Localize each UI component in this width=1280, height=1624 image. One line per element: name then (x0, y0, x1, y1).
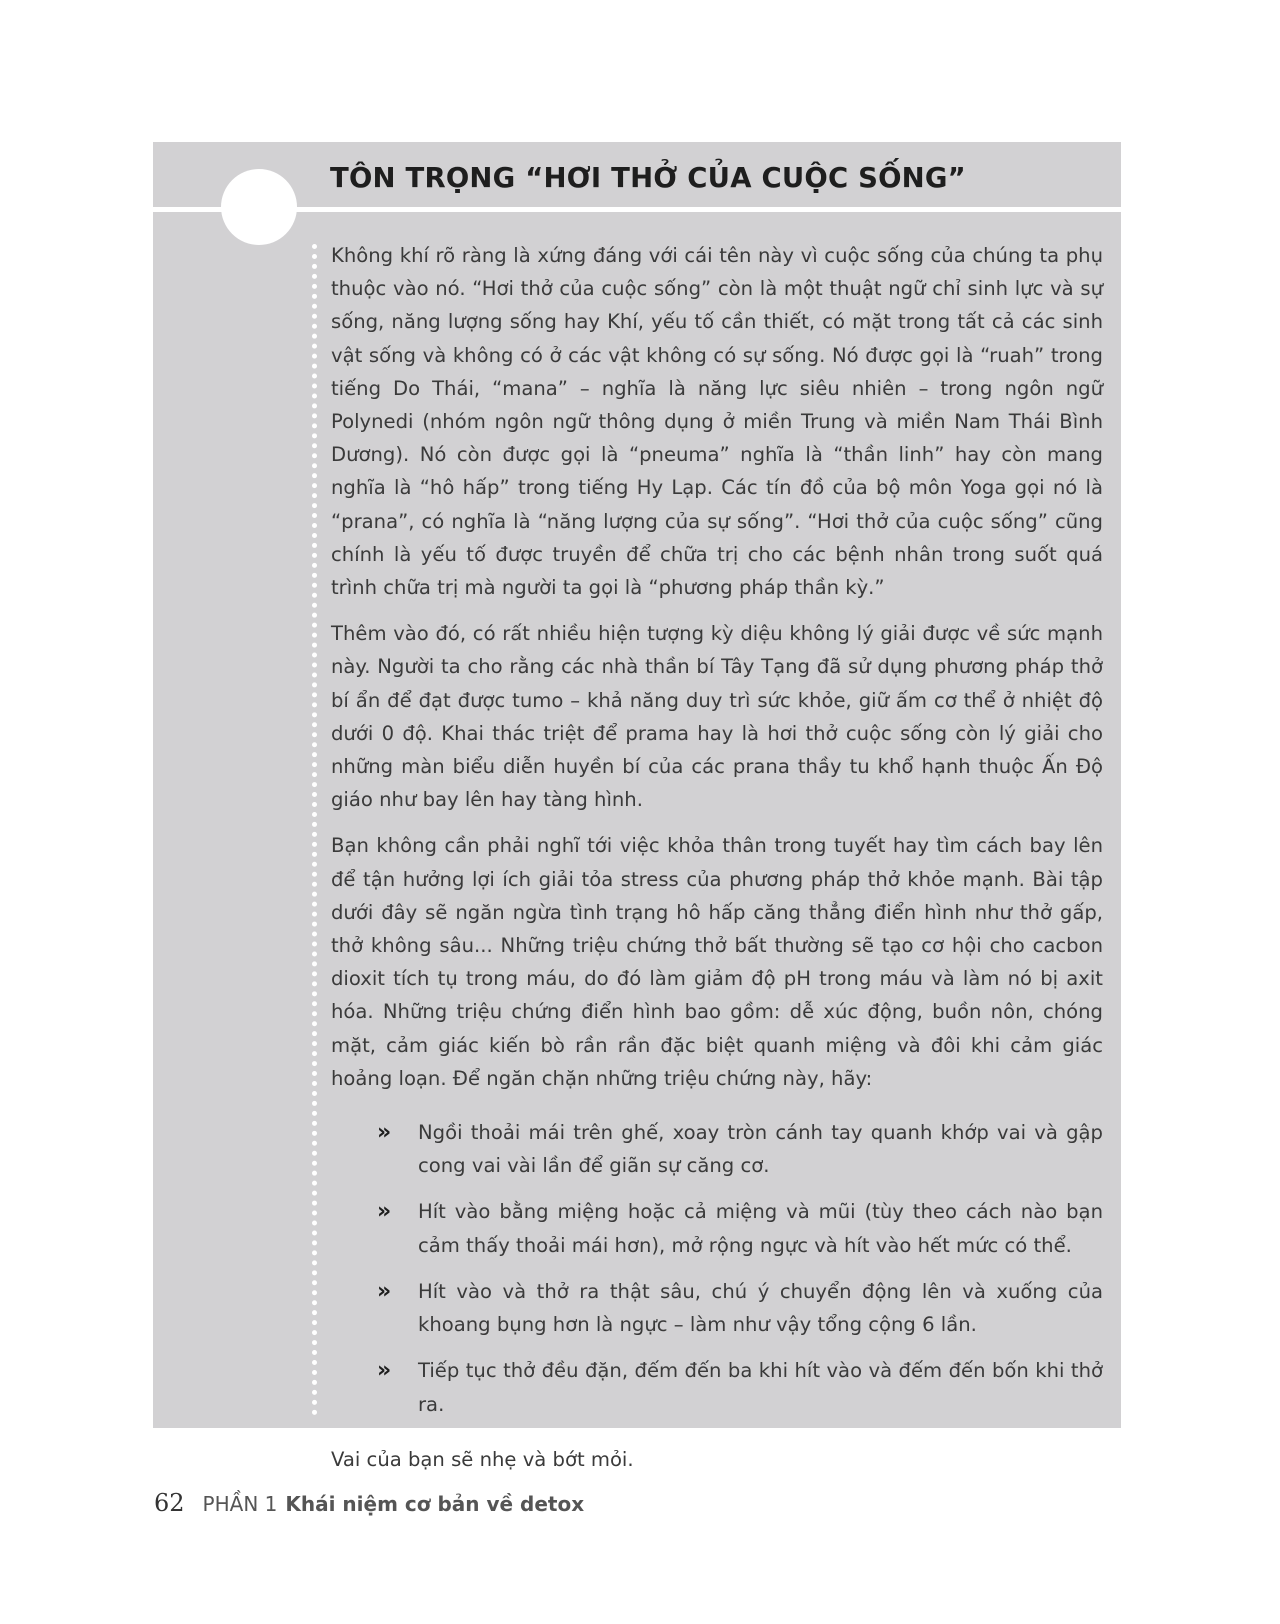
page-footer (154, 1489, 584, 1523)
list-item (331, 1275, 1103, 1341)
bullet-text: Hít vào bằng miệng hoặc cả miệng và mũi (tùy theo cách nào bạn cảm thấy thoải mái hơn), mở rộng ngực và hít vào hết mức có thể. (418, 1200, 1103, 1257)
double-chevron-right-icon: » (377, 1120, 389, 1146)
page-number: 62 (154, 1489, 185, 1517)
sidebar-content (331, 239, 1103, 1489)
paragraph-1: Không khí rõ ràng là xứng đáng với cái tên này vì cuộc sống của chúng ta phụ thuộc vào nó. “Hơi thở của cuộc sống” còn là một thuật ngữ chỉ sinh lực và sự sống, năng lượng sống hay Khí, yếu tố cần thiết, có mặt trong tất cả các sinh vật sống và không có ở các vật không có sự sống. Nó được gọi là “ruah” trong tiếng Do Thái, “mana” – nghĩa là năng lực siêu nhiên – trong ngôn ngữ Polynedi (nhóm ngôn ngữ thông dụng ở miền Trung và miền Nam Thái Bình Dương). Nó còn được gọi là “pneuma” nghĩa là “thần linh” hay còn mang nghĩa là “hô hấp” trong tiếng Hy Lạp. Các tín đồ của bộ môn Yoga gọi nó là “prana”, có nghĩa là “năng lượng của sự sống”. “Hơi thở của cuộc sống” cũng chính là yếu tố được truyền để chữa trị cho các bệnh nhân trong suốt quá trình chữa trị mà người ta gọi là “phương pháp thần kỳ.” (331, 244, 1103, 600)
double-chevron-right-icon: » (377, 1278, 389, 1304)
closing-paragraph: Vai của bạn sẽ nhẹ và bớt mỏi. (331, 1447, 634, 1471)
double-chevron-right-icon: » (377, 1199, 389, 1225)
list-item (331, 1195, 1103, 1261)
chapter-title: Khái niệm cơ bản về detox (285, 1492, 585, 1516)
bullet-list (331, 1116, 1103, 1421)
bullet-text: Hít vào và thở ra thật sâu, chú ý chuyển động lên và xuống của khoang bụng hơn là ngực – làm như vậy tổng cộng 6 lần. (418, 1279, 1103, 1337)
part-label: PHẦN 1 (202, 1492, 278, 1516)
list-item (331, 1354, 1103, 1420)
dotted-divider (312, 244, 317, 1416)
decorative-circle (221, 169, 297, 245)
sidebar-title: TÔN TRỌNG “HƠI THỞ CỦA CUỘC SỐNG” (330, 162, 966, 194)
double-chevron-right-icon: » (377, 1358, 389, 1384)
paragraph-3: Bạn không cần phải nghĩ tới việc khỏa thân trong tuyết hay tìm cách bay lên để tận hưởng lợi ích giải tỏa stress của phương pháp thở khỏe mạnh. Bài tập dưới đây sẽ ngăn ngừa tình trạng hô hấp căng thẳng điển hình như thở gấp, thở không sâu... Những triệu chứng thở bất thường sẽ tạo cơ hội cho cacbon dioxit tích tụ trong máu, do đó làm giảm độ pH trong máu và làm nó bị axit hóa. Những triệu chứng điển hình bao gồm: dễ xúc động, buồn nôn, chóng mặt, cảm giác kiến bò rần rần đặc biệt quanh miệng và đôi khi cảm giác hoảng loạn. Để ngăn chặn những triệu chứng này, hãy: (331, 834, 1103, 1090)
list-item (331, 1116, 1103, 1182)
bullet-text: Ngồi thoải mái trên ghế, xoay tròn cánh tay quanh khớp vai và gập cong vai vài lần để giãn sự căng cơ. (418, 1121, 1103, 1178)
paragraph-2: Thêm vào đó, có rất nhiều hiện tượng kỳ diệu không lý giải được về sức mạnh này. Người ta cho rằng các nhà thần bí Tây Tạng đã sử dụng phương pháp thở bí ẩn để đạt được tumo – khả năng duy trì sức khỏe, giữ ấm cơ thể ở nhiệt độ dưới 0 độ. Khai thác triệt để prama hay là hơi thở cuộc sống còn lý giải cho những màn biểu diễn huyền bí của các prana thầy tu khổ hạnh thuộc Ấn Độ giáo như bay lên hay tàng hình. (331, 622, 1103, 812)
sidebar-box (153, 142, 1121, 1471)
bullet-text: Tiếp tục thở đều đặn, đếm đến ba khi hít vào và đếm đến bốn khi thở ra. (418, 1359, 1103, 1416)
